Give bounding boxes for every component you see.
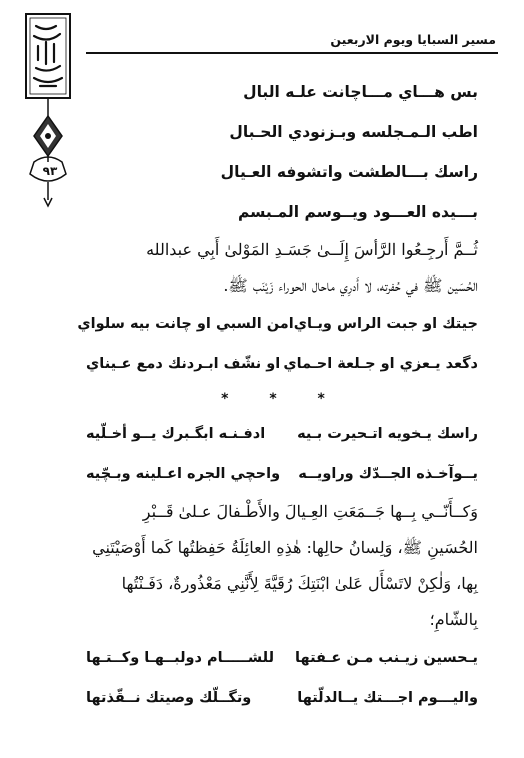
- prose-line: بِالشّامِ؛: [429, 610, 478, 629]
- page-body: [77, 72, 478, 718]
- prose-line: الحُسَين ﷺ في حُفرته، لا أَدرِي ماحال الحوراء زَيْنَب ﷺ.: [223, 276, 478, 295]
- ornament-emblem-icon: [24, 12, 76, 212]
- couplets-block-1: [77, 304, 478, 384]
- prose-line: الحُسَينِ ﷺ، وَلِسانُ حالِها: هٰذِهِ العائِلَةُ حَفِظتُها كَما أَوْصَيْتَنِي: [92, 538, 478, 557]
- couplet-second-half: وتگــلّك وصيتك نــقّذتها: [86, 690, 252, 706]
- prose-line: وَكــأَنّــي بِــها جَــمَعَتِ العِـيالَ والأَطْـفالَ عـلىٰ قَــبْرِ: [142, 502, 478, 521]
- couplet: [86, 638, 478, 678]
- section-separator: * * *: [221, 391, 343, 407]
- poem-line: راسك بـــالطشت واتشوفه العـيال: [220, 163, 478, 181]
- couplet: [86, 414, 478, 454]
- opening-poem: [86, 72, 478, 232]
- couplet-first-half: يـحسين زيـنب مـن عـفتها: [295, 650, 478, 666]
- couplet-second-half: واحچي الجره اعـلينه وبـچّيه: [86, 466, 281, 482]
- couplet: [86, 454, 478, 494]
- couplets-block-3: [86, 638, 478, 718]
- header-rule: [86, 52, 498, 54]
- poem-line: اطب الـمـجلسه وبـزنودي الحـبال: [229, 123, 478, 141]
- couplet-second-half: ادفـنـه ابگـبرك يــو أخـلّيه: [86, 426, 266, 442]
- page-header: [24, 18, 504, 60]
- couplet-second-half: او نشّف ابـردنك دمع عـيناي: [86, 356, 281, 372]
- prose-paragraph-1: [86, 232, 478, 304]
- prose-line: ثُــمَّ أَرجِـعُوا الرَّأسَ إِلَــىٰ جَسَـدِ المَوْلىٰ أَبِي عبدالله: [146, 240, 478, 259]
- couplet: [86, 678, 478, 718]
- couplet: [86, 344, 478, 384]
- running-header-title: مسير السبايا ويوم الاربعين: [330, 32, 496, 47]
- couplets-block-2: [86, 414, 478, 494]
- page-number: ٩٣: [42, 164, 58, 178]
- couplet-first-half: راسك يـخويه اتـحيرت بـيه: [297, 426, 478, 442]
- couplet-first-half: جيتك او جبت الراس ويـاي: [293, 316, 478, 332]
- poem-line: بـــيده العـــود ويــوسم المـبسم: [237, 203, 478, 221]
- prose-paragraph-2: [86, 494, 478, 638]
- couplet: [77, 304, 478, 344]
- couplet-second-half: امن السبي او چانت بيه سلواي: [77, 316, 294, 332]
- couplet-first-half: دگعد يـعزي او جـلعة احـماي: [283, 356, 478, 372]
- couplet-first-half: يــوآخـذه الجــدّك وراويــه: [298, 466, 478, 482]
- couplet-second-half: للشـــــام دولبــهـا وكــتـها: [86, 650, 275, 666]
- poem-line: بس هـــاي مـــاچانت علـه البال: [243, 83, 478, 101]
- couplet-first-half: واليـــوم اجـــتك يــالدلّتها: [297, 690, 478, 706]
- prose-line: بِها، وَلٰكِنْ لاتَسْأَل عَلىٰ ابْنَتِكَ رُقَيَّةَ لِأَنَّنِي مَعْذُورةٌ، دَفَـنْتُها: [121, 574, 478, 593]
